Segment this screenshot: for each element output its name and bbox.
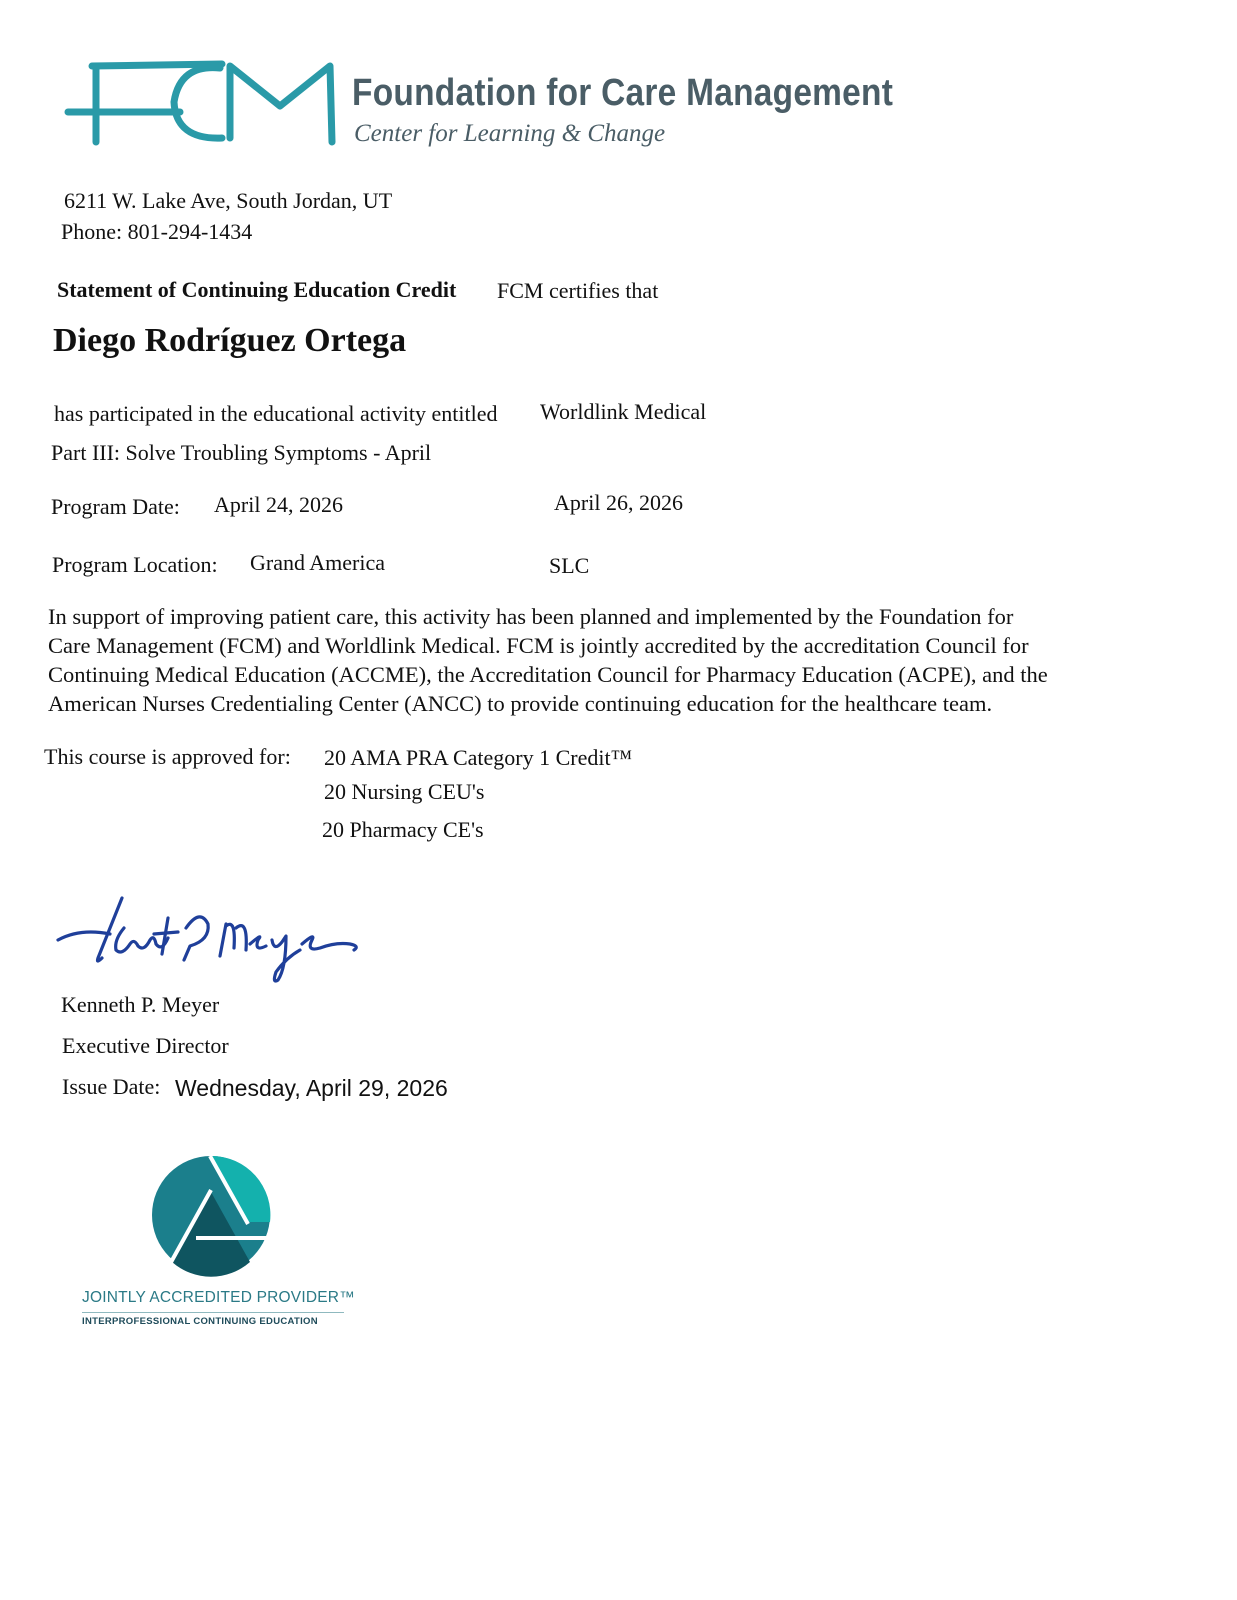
program-date-start: April 24, 2026 <box>214 492 343 517</box>
org-phone: Phone: 801-294-1434 <box>61 219 253 244</box>
badge-line1: JOINTLY ACCREDITED PROVIDER™ <box>82 1289 355 1306</box>
fcm-logo-icon <box>62 58 342 150</box>
signature-image <box>50 888 370 988</box>
accreditation-line: Continuing Medical Education (ACCME), the Accreditation Council for Pharmacy Education (ACPE), and the <box>48 662 1048 687</box>
credit-item: 20 Pharmacy CE's <box>322 817 484 842</box>
jointly-accredited-logo-icon <box>148 1152 274 1278</box>
participated-text: has participated in the educational activity entitled <box>54 401 498 426</box>
activity-title-line1: Worldlink Medical <box>540 399 707 424</box>
issue-date-label: Issue Date: <box>62 1074 161 1099</box>
activity-title-line2: Part III: Solve Troubling Symptoms - April <box>51 440 432 465</box>
certifies-text: FCM certifies that <box>497 278 659 303</box>
program-location-venue: Grand America <box>250 550 385 575</box>
accreditation-line: American Nurses Credentialing Center (ANCC) to provide continuing education for the healthcare team. <box>48 691 993 716</box>
accreditation-statement <box>48 602 1188 718</box>
program-date-label: Program Date: <box>51 494 180 519</box>
recipient-name: Diego Rodríguez Ortega <box>53 322 407 359</box>
program-location-city: SLC <box>549 553 590 578</box>
credits-label: This course is approved for: <box>44 744 291 769</box>
org-subtitle: Center for Learning & Change <box>354 120 666 147</box>
signatory-name: Kenneth P. Meyer <box>61 992 220 1017</box>
credit-item: 20 AMA PRA Category 1 Credit™ <box>324 745 633 770</box>
accreditation-line: In support of improving patient care, this activity has been planned and implemented by the Foundation for <box>48 604 1014 629</box>
org-address: 6211 W. Lake Ave, South Jordan, UT <box>64 188 393 213</box>
badge-divider <box>82 1312 344 1313</box>
program-location-label: Program Location: <box>52 552 218 577</box>
credit-item: 20 Nursing CEU's <box>324 779 485 804</box>
program-date-end: April 26, 2026 <box>554 490 683 515</box>
org-name: Foundation for Care Management <box>352 72 894 114</box>
statement-title: Statement of Continuing Education Credit <box>57 277 457 302</box>
signatory-title: Executive Director <box>62 1033 229 1058</box>
issue-date-value: Wednesday, April 29, 2026 <box>175 1075 448 1101</box>
badge-line2: INTERPROFESSIONAL CONTINUING EDUCATION <box>82 1316 318 1327</box>
accreditation-line: Care Management (FCM) and Worldlink Medical. FCM is jointly accredited by the accreditation Council for <box>48 633 1029 658</box>
